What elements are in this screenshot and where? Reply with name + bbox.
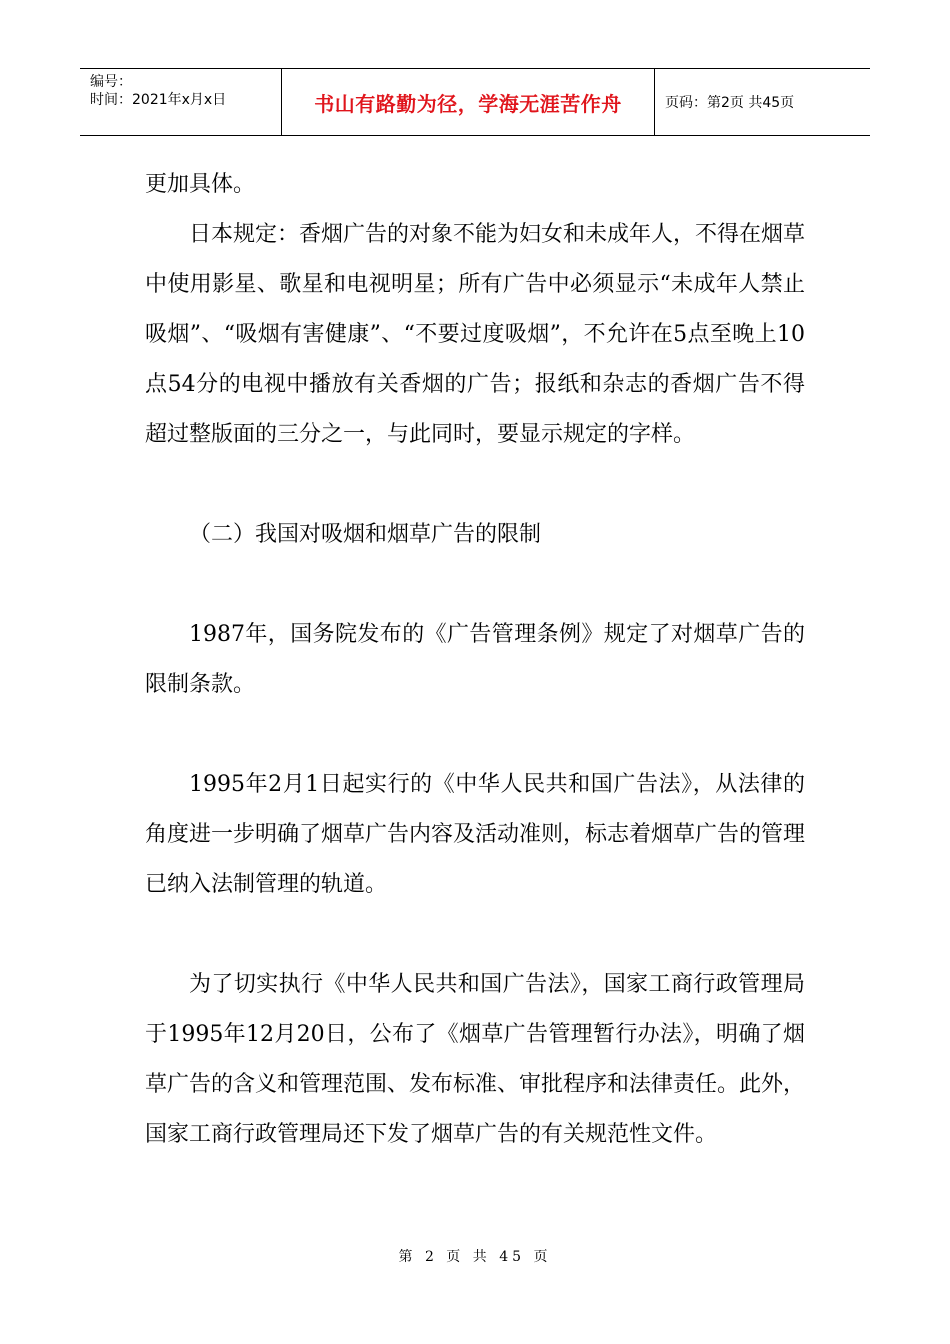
page-footer: 第 2 页 共 45 页 bbox=[398, 1249, 552, 1265]
header-motto: 书山有路勤为径，学海无涯苦作舟 bbox=[314, 91, 622, 116]
paragraph-japan-rules: 日本规定：香烟广告的对象不能为妇女和未成年人，不得在烟草中使用影星、歌星和电视明星；所有广告中必须显示“未成年人禁止吸烟”、“吸烟有害健康”、“不要过度吸烟”，不允许在5点至晚上10点54分的电视中播放有关香烟的广告；报纸和杂志的香烟广告不得超过整版面的三分之一，与此同时，要显示规定的字样。 bbox=[145, 222, 806, 447]
header-motto-cell bbox=[282, 69, 655, 135]
document-header bbox=[80, 68, 870, 136]
header-page-info: 页码：第2页 共45页 bbox=[665, 95, 795, 111]
document-number-label: 编号： bbox=[90, 74, 132, 90]
paragraph-1995-advertising-law: 1995年2月1日起实行的《中华人民共和国广告法》，从法律的角度进一步明确了烟草广告内容及活动准则，标志着烟草广告的管理已纳入法制管理的轨道。 bbox=[145, 772, 806, 897]
paragraph-continuation: 更加具体。 bbox=[145, 172, 256, 197]
section-heading: （二）我国对吸烟和烟草广告的限制 bbox=[189, 522, 542, 547]
header-page-cell bbox=[655, 69, 870, 135]
document-body bbox=[145, 160, 805, 1160]
document-time-label: 时间：2021年x月x日 bbox=[90, 92, 227, 108]
paragraph-1987-regulation: 1987年，国务院发布的《广告管理条例》规定了对烟草广告的限制条款。 bbox=[145, 622, 805, 697]
header-meta-cell bbox=[80, 69, 282, 135]
paragraph-tobacco-ad-measures: 为了切实执行《中华人民共和国广告法》，国家工商行政管理局于1995年12月20日，公布了《烟草广告管理暂行办法》，明确了烟草广告的含义和管理范围、发布标准、审批程序和法律责任。此外，国家工商行政管理局还下发了烟草广告的有关规范性文件。 bbox=[145, 972, 806, 1147]
